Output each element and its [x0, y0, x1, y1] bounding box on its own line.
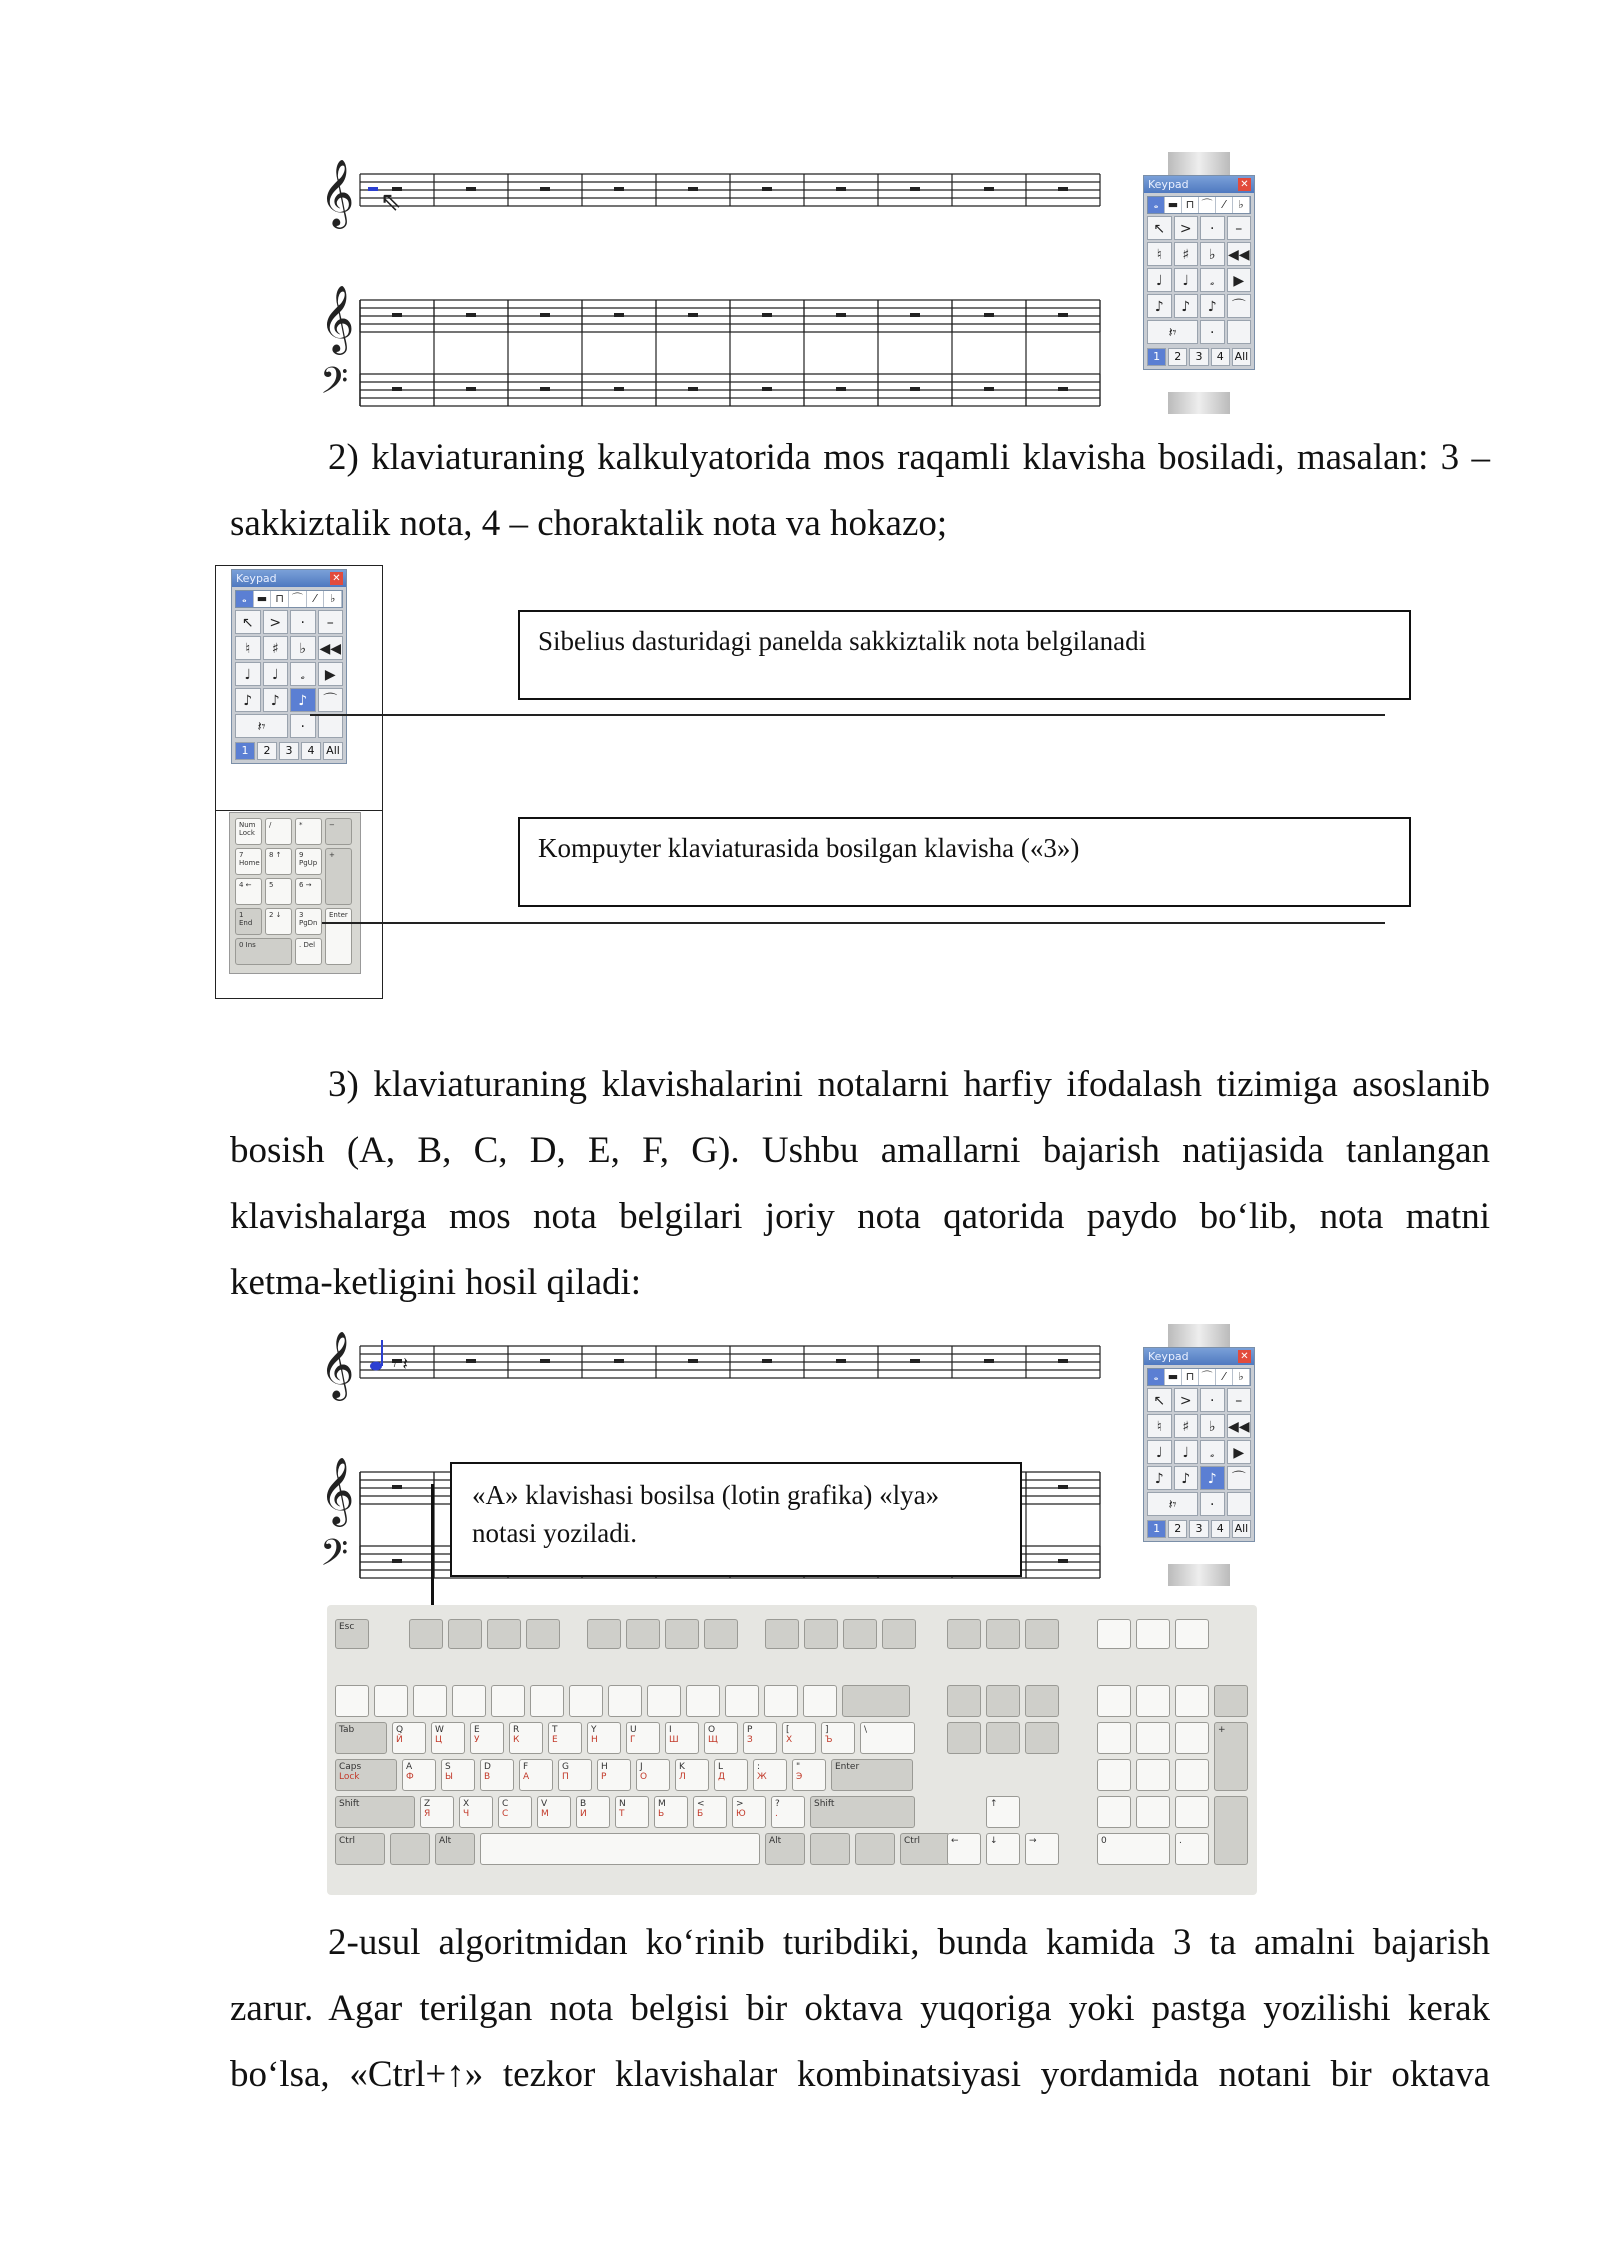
keyboard-key[interactable]: →	[1025, 1833, 1059, 1865]
keyboard-key[interactable]	[665, 1619, 699, 1649]
keyboard-key[interactable]: : Ж	[753, 1759, 787, 1791]
keyboard-key[interactable]	[487, 1619, 521, 1649]
keypad-button[interactable]: ♩	[235, 662, 261, 686]
keyboard-key[interactable]: K Л	[675, 1759, 709, 1791]
keypad-button[interactable]: ♩	[1174, 1440, 1199, 1464]
keypad-layout-tab[interactable]: 4	[301, 742, 321, 760]
keyboard-key[interactable]: I Ш	[665, 1722, 699, 1754]
keyboard-key[interactable]	[608, 1685, 642, 1717]
keypad-layout-tab[interactable]: All	[1232, 348, 1251, 366]
keyboard-key[interactable]	[1175, 1685, 1209, 1717]
keypad-tab[interactable]: 𝅝	[1148, 1369, 1165, 1385]
keyboard-key[interactable]	[1097, 1685, 1131, 1717]
close-icon[interactable]: ✕	[330, 572, 343, 585]
keyboard-key[interactable]	[882, 1619, 916, 1649]
keypad-button[interactable]: ♭	[1200, 242, 1225, 266]
keyboard-key[interactable]: > Ю	[732, 1796, 766, 1828]
keyboard-key[interactable]	[686, 1685, 720, 1717]
keyboard-key[interactable]	[647, 1685, 681, 1717]
keypad-button[interactable]: ◀◀	[1227, 242, 1252, 266]
keypad-layout-tab[interactable]: All	[1232, 1520, 1251, 1538]
note-head	[370, 1362, 382, 1371]
keypad-button[interactable]: ♪	[1174, 294, 1199, 318]
keypad-button[interactable]: ♯	[1174, 242, 1199, 266]
keyboard-key[interactable]: Q Й	[392, 1722, 426, 1754]
keyboard-key[interactable]: G П	[558, 1759, 592, 1791]
keyboard-key[interactable]	[530, 1685, 564, 1717]
keypad-layout-tab[interactable]: All	[323, 742, 343, 760]
numpad-key[interactable]: −	[325, 818, 352, 845]
bass-clef-icon: 𝄢	[320, 360, 349, 410]
keyboard-key[interactable]: \	[860, 1722, 915, 1754]
keyboard-key[interactable]: ? .	[771, 1796, 805, 1828]
keypad-layout-tabs[interactable]	[1147, 348, 1251, 366]
keypad-scroll-frame	[1168, 392, 1230, 414]
keypad-button[interactable]: ♪	[1200, 1466, 1225, 1490]
keyboard-key[interactable]	[1136, 1759, 1170, 1791]
keyboard-key[interactable]: Esc	[335, 1619, 369, 1649]
keypad-grid[interactable]	[235, 610, 343, 738]
keyboard-key[interactable]	[1136, 1722, 1170, 1754]
keypad-scroll-frame	[1168, 1324, 1230, 1347]
keypad-button[interactable]: ♪	[1200, 294, 1225, 318]
keyboard-key[interactable]	[947, 1722, 981, 1754]
keypad-scroll-frame	[1168, 152, 1230, 175]
keypad-button[interactable]: ♪	[1147, 294, 1172, 318]
bass-staff-grand	[320, 360, 1100, 410]
numpad-key[interactable]: 9 PgUp	[295, 848, 322, 875]
keypad-button[interactable]: ⌒	[1227, 294, 1252, 318]
numpad-key[interactable]: 8 ↑	[265, 848, 292, 875]
text-line: sakkiztalik nota, 4 – choraktalik nota va hokazo;	[230, 503, 948, 544]
keyboard-key[interactable]: Y Н	[587, 1722, 621, 1754]
keypad-panel-3	[1143, 1347, 1255, 1542]
paragraph-step-2	[230, 425, 1490, 557]
callout-a-key: «A» klavishasi bosilsa (lotin grafika) «lya» notasi yoziladi.	[450, 1462, 1022, 1577]
numpad-key[interactable]: Enter	[325, 908, 352, 965]
keyboard-key[interactable]: U Г	[626, 1722, 660, 1754]
keypad-layout-tab[interactable]: 2	[1168, 348, 1187, 366]
keyboard-key[interactable]	[626, 1619, 660, 1649]
keypad-button[interactable]	[1227, 1492, 1252, 1516]
keyboard-key[interactable]: +	[1214, 1722, 1248, 1791]
text-line: 2-usul algoritmidan ko‘rinib turibdiki, bunda kamida 3 ta amalni bajarish	[328, 1922, 1490, 1963]
keypad-button[interactable]: ♯	[263, 636, 289, 660]
keyboard-key[interactable]	[704, 1619, 738, 1649]
numpad-photo	[229, 812, 361, 974]
text-line: bosish (A, B, C, D, E, F, G). Ushbu amallarni bajarish natijasida tanlangan	[230, 1130, 1490, 1171]
keypad-tab[interactable]: ⊓	[1182, 197, 1199, 213]
bass-clef-icon: 𝄢	[320, 1532, 349, 1582]
keyboard-key[interactable]	[947, 1619, 981, 1649]
keypad-button[interactable]: >	[1174, 1388, 1199, 1412]
keypad-button[interactable]: ♮	[1147, 242, 1172, 266]
keypad-button[interactable]: ♪	[1174, 1466, 1199, 1490]
keypad-tab[interactable]: ⁄	[1216, 1369, 1233, 1385]
keyboard-key[interactable]	[986, 1722, 1020, 1754]
keypad-button[interactable]: ▶	[1227, 1440, 1252, 1464]
score-figure-1	[320, 150, 1120, 410]
numpad-key[interactable]: 0 Ins	[235, 938, 292, 965]
text-line: 3) klaviaturaning klavishalarini notalarni harfiy ifodalash tizimiga asoslanib	[328, 1064, 1490, 1105]
keypad-layout-tab[interactable]: 1	[235, 742, 255, 760]
keypad-grid[interactable]	[1147, 1388, 1251, 1516]
keypad-button[interactable]: 𝄽𝄾	[1147, 320, 1198, 344]
keypad-button[interactable]: ♪	[263, 688, 289, 712]
keypad-button[interactable]: ◀◀	[318, 636, 344, 660]
keypad-tabs[interactable]	[235, 590, 343, 608]
keyboard-key[interactable]: ↓	[986, 1833, 1020, 1865]
keypad-grid[interactable]	[1147, 216, 1251, 344]
keyboard-key[interactable]	[803, 1685, 837, 1717]
keyboard-key[interactable]: Shift	[335, 1796, 415, 1828]
keyboard-key[interactable]: S Ы	[441, 1759, 475, 1791]
keyboard-key[interactable]	[765, 1619, 799, 1649]
keypad-title: Keypad ✕	[232, 570, 346, 587]
keypad-tab[interactable]: 𝅝	[236, 591, 254, 607]
keypad-button[interactable]: ·	[1200, 1492, 1225, 1516]
keypad-title: Keypad ✕	[1144, 1348, 1254, 1365]
keyboard-key[interactable]: D В	[480, 1759, 514, 1791]
keypad-scroll-frame	[1168, 1564, 1230, 1586]
numpad-key[interactable]: 6 →	[295, 878, 322, 905]
leader-line-panel	[310, 714, 1385, 716]
keyboard-key[interactable]	[1175, 1722, 1209, 1754]
figure-2-divider	[215, 810, 383, 811]
keypad-button[interactable]: 𝄽𝄾	[1147, 1492, 1198, 1516]
keyboard-key[interactable]: N Т	[615, 1796, 649, 1828]
keypad-button[interactable]: ♩	[1147, 268, 1172, 292]
keypad-button[interactable]	[1227, 320, 1252, 344]
keypad-button[interactable]: –	[1227, 1388, 1252, 1412]
keypad-tab[interactable]: ⌒	[1199, 1369, 1216, 1385]
keyboard-key[interactable]	[448, 1619, 482, 1649]
keypad-button[interactable]: ♪	[1147, 1466, 1172, 1490]
text-line: bo‘lsa, «Ctrl+↑» tezkor klavishalar kombinatsiyasi yordamida notani bir oktava	[230, 2054, 1490, 2095]
keypad-layout-tabs[interactable]	[235, 742, 343, 760]
paragraph-final	[230, 1910, 1490, 2108]
keypad-layout-tab[interactable]: 1	[1147, 348, 1166, 366]
keyboard-key[interactable]: Ctrl	[335, 1833, 385, 1865]
keyboard-key[interactable]: T Е	[548, 1722, 582, 1754]
keypad-button[interactable]: ⌒	[1227, 1466, 1252, 1490]
keyboard-key[interactable]: F А	[519, 1759, 553, 1791]
treble-staff-top	[320, 1330, 1100, 1401]
keyboard-key[interactable]	[1097, 1759, 1131, 1791]
keypad-tab[interactable]: ⌒	[1199, 197, 1216, 213]
keypad-tabs[interactable]	[1147, 196, 1251, 214]
keyboard-key[interactable]	[1214, 1796, 1248, 1865]
keypad-layout-tab[interactable]: 4	[1211, 1520, 1230, 1538]
numpad-key[interactable]: *	[295, 818, 322, 845]
keypad-tab[interactable]: ▬	[254, 591, 272, 607]
keypad-panel-2	[231, 569, 347, 764]
keyboard-key[interactable]: Z Я	[420, 1796, 454, 1828]
keypad-button[interactable]: ⌒	[318, 688, 344, 712]
keypad-layout-tab[interactable]: 2	[1168, 1520, 1187, 1538]
keyboard-key[interactable]: Shift	[810, 1796, 915, 1828]
keyboard-key[interactable]	[804, 1619, 838, 1649]
keypad-title: Keypad ✕	[1144, 176, 1254, 193]
keyboard-key[interactable]	[1175, 1619, 1209, 1649]
numpad-key[interactable]: Num Lock	[235, 818, 262, 845]
treble-staff-top	[320, 158, 1100, 229]
keypad-layout-tab[interactable]: 3	[1189, 1520, 1208, 1538]
keypad-button[interactable]	[318, 714, 344, 738]
keyboard-key[interactable]: Caps Lock	[335, 1759, 397, 1791]
keyboard-key[interactable]	[409, 1619, 443, 1649]
keypad-button[interactable]: ♪	[290, 688, 316, 712]
keypad-layout-tab[interactable]: 4	[1211, 348, 1230, 366]
keypad-tab[interactable]: ⊓	[271, 591, 289, 607]
caret-marker	[368, 187, 378, 191]
numpad-key[interactable]: 1 End	[235, 908, 262, 935]
numpad-key[interactable]: 5	[265, 878, 292, 905]
keypad-button[interactable]: ↖	[1147, 216, 1172, 240]
keypad-button[interactable]: ♭	[1200, 1414, 1225, 1438]
keyboard-key[interactable]	[1025, 1722, 1059, 1754]
numpad-key[interactable]: /	[265, 818, 292, 845]
keypad-tab[interactable]: ♭	[1233, 197, 1250, 213]
keypad-layout-tab[interactable]: 3	[1189, 348, 1208, 366]
keyboard-key[interactable]	[374, 1685, 408, 1717]
keyboard-key[interactable]	[855, 1833, 895, 1865]
keypad-button[interactable]: ◀◀	[1227, 1414, 1252, 1438]
keypad-button[interactable]: ♮	[1147, 1414, 1172, 1438]
numpad-key[interactable]: 2 ↓	[265, 908, 292, 935]
keypad-tab[interactable]: ⌒	[289, 591, 307, 607]
keyboard-key[interactable]	[587, 1619, 621, 1649]
keypad-tab[interactable]: ▬	[1165, 1369, 1182, 1385]
keyboard-key[interactable]: O Щ	[704, 1722, 738, 1754]
keypad-button[interactable]: ↖	[1147, 1388, 1172, 1412]
keypad-tab[interactable]: ▬	[1165, 197, 1182, 213]
treble-clef-icon: 𝄞	[320, 1456, 355, 1524]
keyboard-key[interactable]	[1136, 1619, 1170, 1649]
keypad-button[interactable]: ·	[1200, 216, 1225, 240]
keyboard-key[interactable]: " Э	[792, 1759, 826, 1791]
text-line: klavishalarga mos nota belgilari joriy nota qatorida paydo bo‘lib, nota matni	[230, 1196, 1490, 1237]
keyboard-key[interactable]	[764, 1685, 798, 1717]
keypad-button[interactable]: ·	[290, 714, 316, 738]
close-icon[interactable]: ✕	[1238, 178, 1251, 191]
keypad-tab[interactable]: ⁄	[1216, 197, 1233, 213]
keypad-button[interactable]: ♯	[1174, 1414, 1199, 1438]
keyboard-photo	[327, 1605, 1257, 1895]
keypad-tab[interactable]: ♭	[1233, 1369, 1250, 1385]
keyboard-key[interactable]	[986, 1619, 1020, 1649]
numpad-key[interactable]: . Del	[295, 938, 322, 965]
text-line: zarur. Agar terilgan nota belgisi bir oktava yuqoriga yoki pastga yozilishi kerak	[230, 1988, 1490, 2029]
keyboard-key[interactable]	[569, 1685, 603, 1717]
numpad-key[interactable]: 3 PgDn	[295, 908, 322, 935]
keypad-button[interactable]: ♩	[1174, 268, 1199, 292]
keypad-button[interactable]: 𝅗	[290, 662, 316, 686]
numpad-key[interactable]: +	[325, 848, 352, 905]
rest-icon: 𝄾 𝄽	[392, 1354, 409, 1375]
keypad-tab[interactable]: ⁄	[307, 591, 325, 607]
keyboard-key[interactable]: Enter	[831, 1759, 913, 1791]
keyboard-key[interactable]: J О	[636, 1759, 670, 1791]
keyboard-key[interactable]	[810, 1833, 850, 1865]
keypad-button[interactable]: ↖	[235, 610, 261, 634]
keyboard-key[interactable]	[1175, 1759, 1209, 1791]
keyboard-key[interactable]	[842, 1685, 910, 1717]
keyboard-key[interactable]	[986, 1685, 1020, 1717]
keyboard-key[interactable]: C С	[498, 1796, 532, 1828]
keypad-layout-tab[interactable]: 1	[1147, 1520, 1166, 1538]
keypad-tab[interactable]: ⊓	[1182, 1369, 1199, 1385]
keypad-panel-1	[1143, 175, 1255, 370]
keyboard-key[interactable]: Tab	[335, 1722, 387, 1754]
callout-key: Kompuyter klaviaturasida bosilgan klavisha («3»)	[518, 817, 1411, 907]
keyboard-key[interactable]	[413, 1685, 447, 1717]
keyboard-key[interactable]: [ Х	[782, 1722, 816, 1754]
keypad-layout-tab[interactable]: 3	[279, 742, 299, 760]
keyboard-key[interactable]: W Ц	[431, 1722, 465, 1754]
keypad-button[interactable]: 𝄽𝄾	[235, 714, 288, 738]
keyboard-key[interactable]: 0	[1097, 1833, 1170, 1865]
keyboard-key[interactable]	[1097, 1796, 1131, 1828]
keyboard-key[interactable]: R К	[509, 1722, 543, 1754]
keypad-tabs[interactable]	[1147, 1368, 1251, 1386]
callout-panel: Sibelius dasturidagi panelda sakkiztalik nota belgilanadi	[518, 610, 1411, 700]
keyboard-key[interactable]	[725, 1685, 759, 1717]
keyboard-key[interactable]	[1097, 1619, 1131, 1649]
treble-staff-grand	[320, 284, 1100, 355]
keyboard-key[interactable]	[491, 1685, 525, 1717]
text-line: ketma-ketligini hosil qiladi:	[230, 1262, 642, 1303]
keypad-button[interactable]: ▶	[318, 662, 344, 686]
keyboard-key[interactable]: B И	[576, 1796, 610, 1828]
keypad-button[interactable]: ▶	[1227, 268, 1252, 292]
keypad-button[interactable]: ♩	[1147, 1440, 1172, 1464]
keyboard-key[interactable]: A Ф	[402, 1759, 436, 1791]
keyboard-key[interactable]: H Р	[597, 1759, 631, 1791]
keyboard-key[interactable]	[335, 1685, 369, 1717]
keypad-button[interactable]: 𝅗	[1200, 1440, 1225, 1464]
numpad-key[interactable]: 4 ←	[235, 878, 262, 905]
keypad-button[interactable]: ♭	[290, 636, 316, 660]
leader-line-key	[322, 922, 1385, 924]
cursor-arrow-icon: ⇖	[380, 187, 402, 217]
keyboard-key[interactable]: Ctrl	[900, 1833, 950, 1865]
keyboard-key[interactable]	[1025, 1685, 1059, 1717]
keyboard-key[interactable]	[452, 1685, 486, 1717]
keypad-button[interactable]: >	[1174, 216, 1199, 240]
keyboard-key[interactable]: .	[1175, 1833, 1209, 1865]
text-line: 2) klaviaturaning kalkulyatorida mos raqamli klavisha bosiladi, masalan: 3 –	[328, 437, 1490, 478]
keyboard-key[interactable]	[1214, 1685, 1248, 1717]
keyboard-key[interactable]	[947, 1685, 981, 1717]
numpad-key[interactable]: 7 Home	[235, 848, 262, 875]
treble-clef-icon: 𝄞	[320, 158, 355, 226]
keypad-button[interactable]: ♮	[235, 636, 261, 660]
keypad-button[interactable]: –	[318, 610, 344, 634]
keypad-tab[interactable]: ♭	[324, 591, 342, 607]
keyboard-key[interactable]: < Б	[693, 1796, 727, 1828]
keyboard-key[interactable]	[1136, 1796, 1170, 1828]
paragraph-step-3	[230, 1052, 1490, 1316]
treble-clef-icon: 𝄞	[320, 284, 355, 352]
keypad-button[interactable]: ·	[1200, 320, 1225, 344]
keyboard-key[interactable]: X Ч	[459, 1796, 493, 1828]
keyboard-key[interactable]: V М	[537, 1796, 571, 1828]
keyboard-key[interactable]	[843, 1619, 877, 1649]
keyboard-key[interactable]	[526, 1619, 560, 1649]
close-icon[interactable]: ✕	[1238, 1350, 1251, 1363]
keyboard-key[interactable]: ←	[947, 1833, 981, 1865]
keypad-button[interactable]: ·	[290, 610, 316, 634]
keyboard-key[interactable]: Alt	[435, 1833, 475, 1865]
treble-clef-icon: 𝄞	[320, 1330, 355, 1398]
keypad-button[interactable]: ·	[1200, 1388, 1225, 1412]
keyboard-key[interactable]: E У	[470, 1722, 504, 1754]
keypad-layout-tabs[interactable]	[1147, 1520, 1251, 1538]
keypad-button[interactable]: >	[263, 610, 289, 634]
keyboard-key[interactable]: M Ь	[654, 1796, 688, 1828]
keyboard-key[interactable]: P З	[743, 1722, 777, 1754]
keyboard-key[interactable]	[480, 1833, 760, 1865]
keyboard-key[interactable]: Alt	[765, 1833, 805, 1865]
keyboard-key[interactable]: ↑	[986, 1796, 1020, 1828]
keyboard-key[interactable]	[390, 1833, 430, 1865]
keypad-tab[interactable]: 𝅝	[1148, 197, 1165, 213]
keypad-button[interactable]: ♪	[235, 688, 261, 712]
keyboard-key[interactable]	[1175, 1796, 1209, 1828]
keyboard-key[interactable]: ] Ъ	[821, 1722, 855, 1754]
keypad-button[interactable]: –	[1227, 216, 1252, 240]
keyboard-key[interactable]	[1136, 1685, 1170, 1717]
keypad-button[interactable]: ♩	[263, 662, 289, 686]
keyboard-key[interactable]	[1097, 1722, 1131, 1754]
keyboard-key[interactable]: L Д	[714, 1759, 748, 1791]
keyboard-key[interactable]	[1025, 1619, 1059, 1649]
keypad-layout-tab[interactable]: 2	[257, 742, 277, 760]
keypad-button[interactable]: 𝅗	[1200, 268, 1225, 292]
